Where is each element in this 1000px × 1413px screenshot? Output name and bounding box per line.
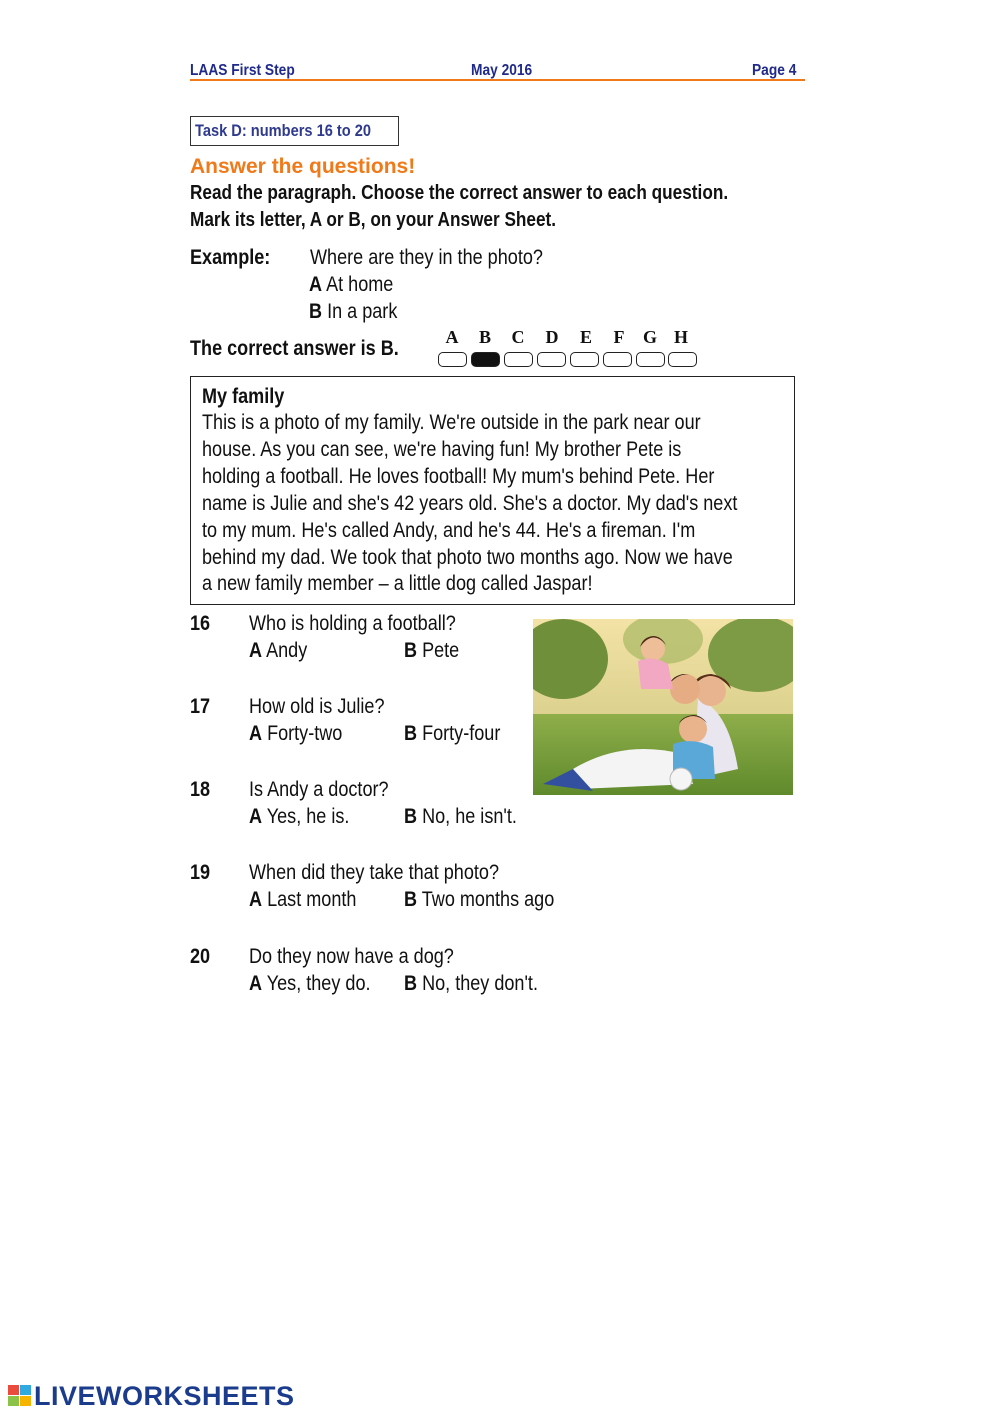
- example-question: Where are they in the photo?: [310, 246, 543, 269]
- question-19-option-b[interactable]: B Two months ago: [404, 888, 555, 911]
- liveworksheets-logo-icon: [8, 1385, 32, 1407]
- question-17-text: How old is Julie?: [249, 695, 385, 718]
- grid-letter-c: C: [511, 327, 525, 347]
- question-18-text: Is Andy a doctor?: [249, 778, 389, 801]
- question-19-number: 19: [190, 861, 211, 884]
- question-20-text: Do they now have a dog?: [249, 945, 454, 968]
- header-page: Page 4: [752, 62, 797, 79]
- correct-answer-text: The correct answer is B.: [190, 337, 399, 360]
- grid-letter-d: D: [545, 327, 559, 347]
- question-19-option-a[interactable]: A Last month: [249, 888, 357, 911]
- question-16-text: Who is holding a football?: [249, 612, 456, 635]
- example-option-b: B In a park: [309, 300, 398, 323]
- question-18-number: 18: [190, 778, 211, 801]
- liveworksheets-logo[interactable]: LIVEWORKSHEETS: [34, 1381, 295, 1411]
- question-20-option-b[interactable]: B No, they don't.: [404, 972, 538, 995]
- header-title: LAAS First Step: [190, 62, 295, 79]
- story-title: My family: [202, 385, 285, 408]
- grid-letter-b: B: [478, 327, 491, 347]
- grid-letter-h: H: [673, 327, 688, 347]
- answer-bubble-f[interactable]: [603, 352, 632, 367]
- question-18-option-b[interactable]: B No, he isn't.: [404, 805, 517, 828]
- story-line: to my mum. He's called Andy, and he's 44. He's a fireman. I'm: [202, 518, 696, 542]
- story-line: a new family member – a little dog called Jaspar!: [202, 572, 593, 596]
- question-18-option-a[interactable]: A Yes, he is.: [249, 805, 350, 828]
- answer-bubble-h[interactable]: [668, 352, 697, 367]
- question-20-option-a[interactable]: A Yes, they do.: [249, 972, 371, 995]
- question-16-option-a[interactable]: A Andy: [249, 639, 308, 662]
- question-17-option-b[interactable]: B Forty-four: [404, 722, 501, 745]
- grid-letter-a: A: [445, 327, 459, 347]
- story-line: holding a football. He loves football! My mum's behind Pete. Her: [202, 464, 715, 488]
- question-17-option-a[interactable]: A Forty-two: [249, 722, 343, 745]
- question-17-number: 17: [190, 695, 211, 718]
- answer-bubble-e[interactable]: [570, 352, 599, 367]
- section-heading: Answer the questions!: [190, 155, 416, 178]
- grid-letter-e: E: [579, 327, 592, 347]
- question-16-number: 16: [190, 612, 211, 635]
- grid-letter-g: G: [642, 327, 657, 347]
- question-16-option-b[interactable]: B Pete: [404, 639, 460, 662]
- story-text: [202, 410, 770, 598]
- question-20-number: 20: [190, 945, 211, 968]
- answer-bubble-c[interactable]: [504, 352, 533, 367]
- example-label: Example:: [190, 246, 271, 269]
- answer-bubble-d[interactable]: [537, 352, 566, 367]
- instruction-line-1: Read the paragraph. Choose the correct answer to each question.: [190, 182, 729, 204]
- task-label: Task D: numbers 16 to 20: [195, 121, 372, 140]
- story-line: name is Julie and she's 42 years old. She's a doctor. My dad's next: [202, 491, 738, 515]
- answer-bubble-g[interactable]: [636, 352, 665, 367]
- answer-bubble-a[interactable]: [438, 352, 467, 367]
- header-date: May 2016: [471, 62, 533, 79]
- instruction-line-2: Mark its letter, A or B, on your Answer Sheet.: [190, 209, 557, 231]
- example-option-a: A At home: [309, 273, 394, 296]
- grid-letter-f: F: [613, 327, 625, 347]
- family-photo: [533, 619, 793, 795]
- story-line: house. As you can see, we're having fun! My brother Pete is: [202, 437, 682, 461]
- header-rule: [190, 79, 805, 81]
- story-line: behind my dad. We took that photo two months ago. Now we have: [202, 545, 733, 569]
- story-line: This is a photo of my family. We're outside in the park near our: [202, 411, 701, 434]
- answer-bubble-b[interactable]: [471, 352, 500, 367]
- question-19-text: When did they take that photo?: [249, 861, 500, 884]
